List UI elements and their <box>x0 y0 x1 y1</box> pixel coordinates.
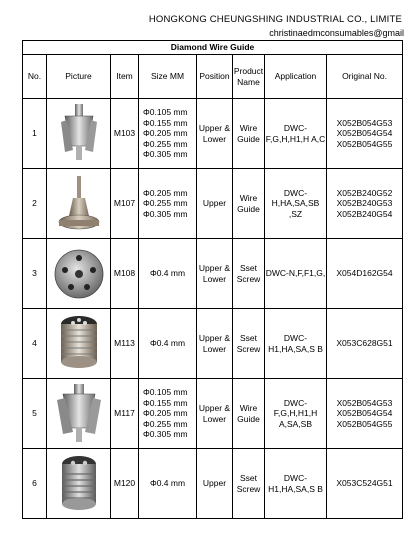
split-wire-guide-icon <box>51 102 107 166</box>
column-header-no: No. <box>23 55 47 99</box>
size-value: Φ0.305 mm <box>143 208 188 219</box>
row-number: 4 <box>23 309 47 379</box>
size-list <box>139 379 197 449</box>
item-code: M107 <box>111 169 139 239</box>
position: Upper & Lower <box>197 99 233 169</box>
column-header-picture: Picture <box>47 55 111 99</box>
product-picture <box>47 449 111 519</box>
product-picture <box>47 239 111 309</box>
position: Upper <box>197 169 233 239</box>
split-wire-guide-icon <box>51 382 107 446</box>
original-number: X052B240G52 <box>336 187 393 198</box>
original-number: X053C628G51 <box>336 338 393 349</box>
size-list <box>139 99 197 169</box>
product-name: Wire Guide <box>233 169 265 239</box>
column-header-application: Application <box>265 55 327 99</box>
table-row <box>23 309 403 379</box>
product-picture <box>47 99 111 169</box>
size-value: Φ0.155 mm <box>143 117 188 128</box>
size-list <box>139 169 197 239</box>
application: DWC-H,HA,SA,SB ,SZ <box>265 169 327 239</box>
application: DWC-N,F,F1,G, <box>265 239 327 309</box>
position: Upper & Lower <box>197 239 233 309</box>
table-header-row <box>23 55 403 99</box>
row-number: 5 <box>23 379 47 449</box>
column-header-position: Position <box>197 55 233 99</box>
table-row <box>23 99 403 169</box>
product-name: Sset Screw <box>233 309 265 379</box>
original-number: X052B054G55 <box>336 138 393 149</box>
size-value: Φ0.205 mm <box>143 187 188 198</box>
application: DWC-F,G,H,H1,H A,SA,SB <box>265 379 327 449</box>
original-number-list <box>327 99 403 169</box>
original-number-list <box>327 449 403 519</box>
product-picture <box>47 169 111 239</box>
row-number: 6 <box>23 449 47 519</box>
size-value: Φ0.205 mm <box>143 408 188 419</box>
item-code: M113 <box>111 309 139 379</box>
original-number: X052B240G54 <box>336 208 393 219</box>
table-row <box>23 449 403 519</box>
threaded-set-screw-icon <box>51 452 107 516</box>
size-value: Φ0.255 mm <box>143 198 188 209</box>
item-code: M117 <box>111 379 139 449</box>
original-number: X052B054G55 <box>336 418 393 429</box>
application: DWC-H1,HA,SA,S B <box>265 449 327 519</box>
round-set-screw-icon <box>51 244 107 304</box>
size-value: Φ0.305 mm <box>143 429 188 440</box>
column-header-item: Item <box>111 55 139 99</box>
original-number: X052B054G53 <box>336 117 393 128</box>
item-code: M103 <box>111 99 139 169</box>
threaded-set-screw-icon <box>51 312 107 376</box>
table-row <box>23 239 403 309</box>
size-value: Φ0.4 mm <box>149 478 186 489</box>
company-name: HONGKONG CHEUNGSHING INDUSTRIAL CO., LIMITE <box>148 14 402 25</box>
item-code: M120 <box>111 449 139 519</box>
original-number-list <box>327 239 403 309</box>
product-table <box>22 40 403 519</box>
size-value: Φ0.255 mm <box>143 418 188 429</box>
original-number: X052B054G54 <box>336 128 393 139</box>
original-number: X052B240G53 <box>336 198 393 209</box>
table-row <box>23 379 403 449</box>
position: Upper <box>197 449 233 519</box>
original-number-list <box>327 309 403 379</box>
product-name: Wire Guide <box>233 379 265 449</box>
table-title: Diamond Wire Guide <box>23 41 403 55</box>
table-row <box>23 169 403 239</box>
original-number-list <box>327 379 403 449</box>
cone-wire-guide-icon <box>51 172 107 236</box>
size-list <box>139 449 197 519</box>
position: Upper & Lower <box>197 379 233 449</box>
row-number: 1 <box>23 99 47 169</box>
size-value: Φ0.255 mm <box>143 138 188 149</box>
original-number: X053C524G51 <box>336 478 393 489</box>
size-value: Φ0.155 mm <box>143 397 188 408</box>
position: Upper & Lower <box>197 309 233 379</box>
application: DWC-F,G,H,H1,H A,C <box>265 99 327 169</box>
size-value: Φ0.305 mm <box>143 149 188 160</box>
application: DWC-H1,HA,SA,S B <box>265 309 327 379</box>
size-value: Φ0.105 mm <box>143 106 188 117</box>
row-number: 2 <box>23 169 47 239</box>
product-picture <box>47 309 111 379</box>
size-list <box>139 239 197 309</box>
size-list <box>139 309 197 379</box>
product-picture <box>47 379 111 449</box>
size-value: Φ0.4 mm <box>149 268 186 279</box>
size-value: Φ0.105 mm <box>143 386 188 397</box>
product-name: Wire Guide <box>233 99 265 169</box>
original-number: X054D162G54 <box>336 268 393 279</box>
original-number-list <box>327 169 403 239</box>
original-number: X052B054G54 <box>336 408 393 419</box>
size-value: Φ0.4 mm <box>149 338 186 349</box>
column-header-product-name: Product Name <box>233 55 265 99</box>
company-email: christinaedmconsumables@gmail <box>269 28 404 38</box>
column-header-size: Size MM <box>139 55 197 99</box>
item-code: M108 <box>111 239 139 309</box>
product-name: Sset Screw <box>233 449 265 519</box>
document-header <box>0 0 410 40</box>
size-value: Φ0.205 mm <box>143 128 188 139</box>
column-header-original-no: Original No. <box>327 55 403 99</box>
product-name: Sset Screw <box>233 239 265 309</box>
row-number: 3 <box>23 239 47 309</box>
original-number: X052B054G53 <box>336 397 393 408</box>
